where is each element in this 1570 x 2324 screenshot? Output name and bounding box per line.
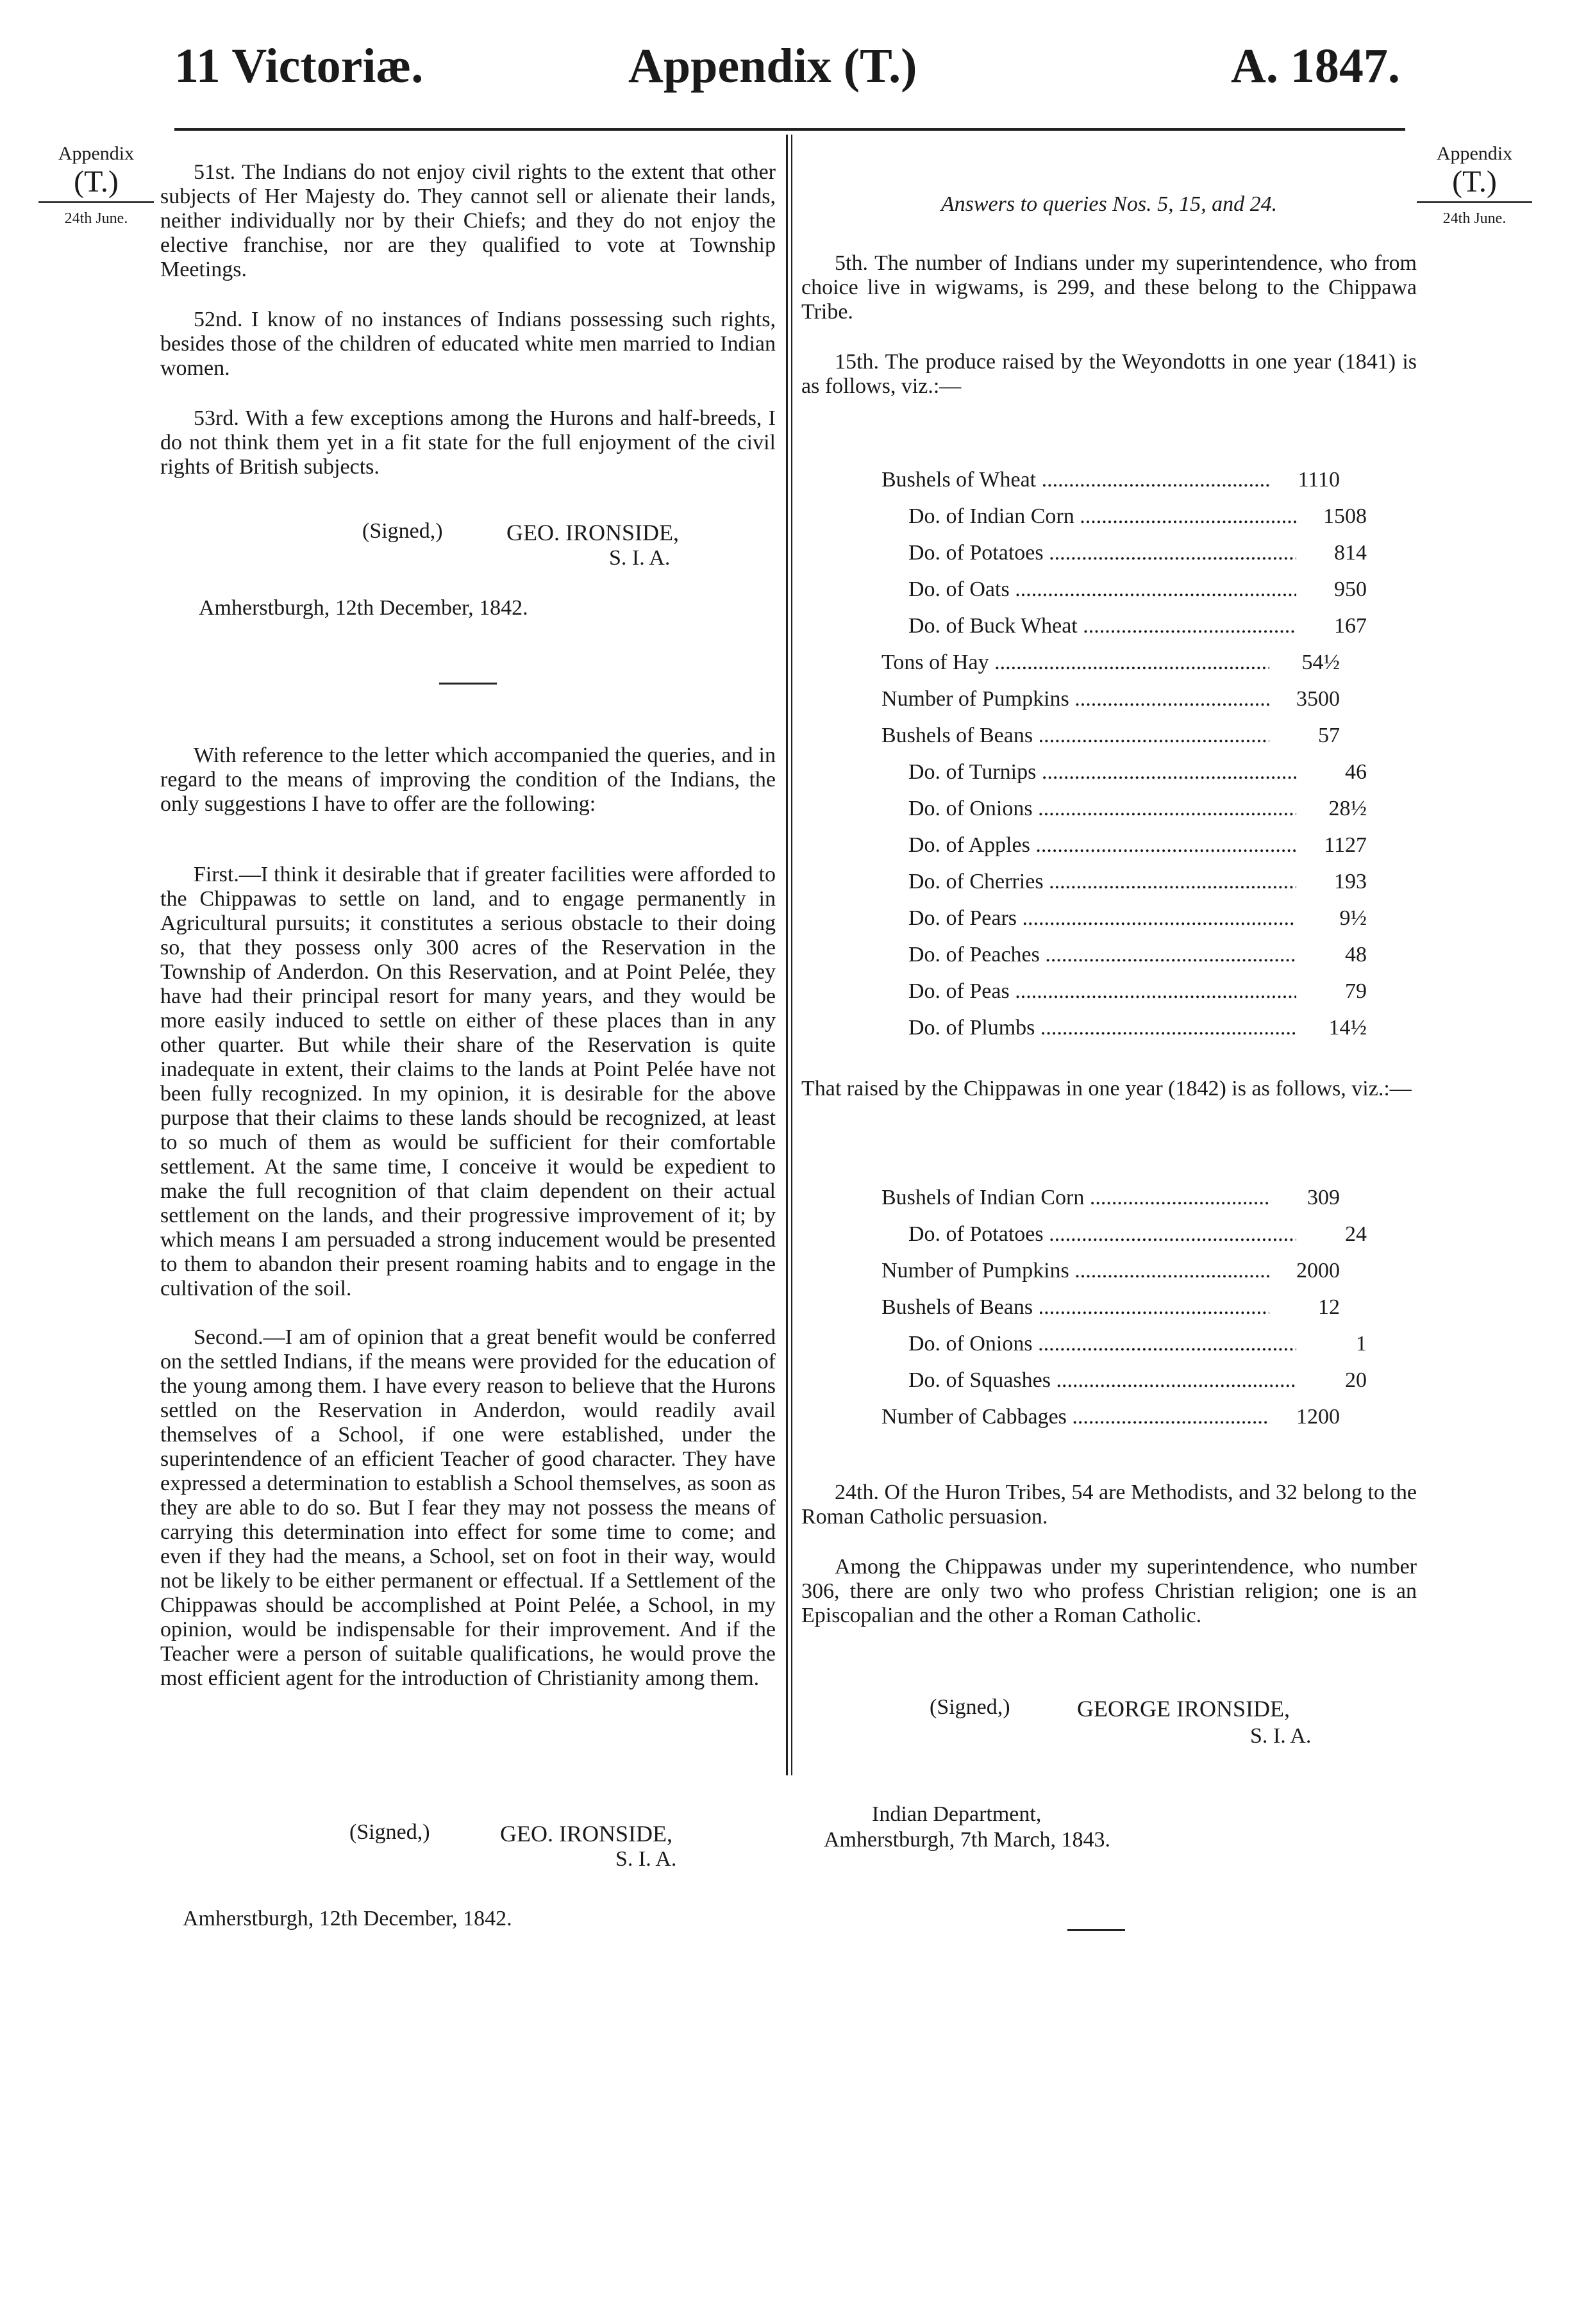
table-row xyxy=(881,754,1367,790)
first-suggestion: First.—I think it desirable that if greater facilities were afforded to the Chippawas to settle on land, and to engage permanently in Agricultural pursuits; it constitutes a serious obstacle to their doing so, that they possess only 300 acres of the Reservation in the Township of Anderdon. On this Reservation, and at Point Pelée, they have had their principal resort for many years, and they would be more easily induced to settle on either of these places than in any other quarter. But while their share of the Reservation is quite inadequate in extent, their claims to the lands at Point Pelée have not been fully recognized. In my opinion, it is desirable for the above purpose that their claims to these lands should be recognized, at least to so much of them as would be sufficient for their comfortable settlement. At the same time, I conceive it would be expedient to make the full recognition of that claim dependent on their actual settlement on the lands, and their progressive improvement of it; by which means I am persuaded a strong inducement would be presented to them to abandon their present roaming habits and to engage in the cultivation of the soil. xyxy=(160,863,776,1300)
table-row xyxy=(881,461,1367,498)
header-volume: 11 Victoriæ. xyxy=(174,39,424,93)
margin-date: 24th June. xyxy=(1442,210,1507,227)
answer-24: 24th. Of the Huron Tribes, 54 are Methodists, and 32 belong to the Roman Catholic persuasion. xyxy=(801,1481,1417,1529)
religion-paragraph: Among the Chippawas under my superintendence, who number 306, there are only two who profess Christian religion; one is an Episcopalian and the other a Roman Catholic. xyxy=(801,1555,1417,1627)
row-label: Do. of Onions ..... xyxy=(881,1325,1296,1362)
paragraph-52: 52nd. I know of no instances of Indians possessing such rights, besides those of the children of educated white men married to Indian women. xyxy=(160,308,776,380)
table-row xyxy=(881,790,1367,827)
table-row xyxy=(881,1252,1367,1289)
margin-letter: (T.) xyxy=(74,165,119,199)
closing-rule xyxy=(1067,1929,1125,1931)
table-row xyxy=(881,717,1367,754)
row-value: 1508 xyxy=(1323,504,1367,528)
header-year: A. 1847. xyxy=(1231,39,1400,93)
table-row xyxy=(881,973,1367,1009)
paragraph-51: 51st. The Indians do not enjoy civil rights to the extent that other subjects of Her Majesty do. They cannot sell or alienate their lands, neither individually nor by their Chiefs; and they do not enjoy the elective franchise, nor are they qualified to vote at Township Meetings. xyxy=(160,160,776,281)
column-divider xyxy=(786,135,788,1775)
row-label: Bushels of Wheat ..... xyxy=(881,461,1269,498)
row-value: 12 xyxy=(1318,1295,1340,1319)
row-label: Tons of Hay ..... xyxy=(881,644,1269,681)
table-row xyxy=(881,1289,1367,1325)
row-value: 20 xyxy=(1345,1368,1367,1392)
table-row xyxy=(881,827,1367,863)
place-date: Amherstburgh, 12th December, 1842. xyxy=(199,596,528,620)
signature-title: S. I. A. xyxy=(1250,1724,1312,1748)
signed-label: (Signed,) xyxy=(930,1695,1010,1719)
second-suggestion: Second.—I am of opinion that a great benefit would be conferred on the settled Indians, if the means were provided for the education of the young among them. I have every reason to believe that the Hurons settled on the Reservation in Anderdon, would readily avail themselves of a School, if one were established, under the superintendence of an efficient Teacher of good character. They have expressed a determination to establish a School themselves, as soon as they are able to do so. But I fear they may not possess the means of carrying this determination into effect for some time to come; and even if they had the means, a School, set on foot in their way, would not be likely to be either permanent or effectual. If a Settlement of the Chippawas should be accomplished at Point Pelée, a School, in my opinion, would be indispensable for their improvement. And if the Teacher were a person of suitable qualifications, he would prove the most efficient agent for the introduction of Christianity among them. xyxy=(160,1325,776,1690)
signed-label: (Signed,) xyxy=(362,519,443,543)
row-label: Number of Pumpkins ..... xyxy=(881,1252,1269,1289)
chippawa-produce-table xyxy=(881,1179,1367,1435)
table-row xyxy=(881,1009,1367,1046)
row-label: Number of Pumpkins ..... xyxy=(881,681,1269,717)
chippawa-intro-block xyxy=(801,1077,1417,1101)
row-value: 3500 xyxy=(1296,687,1340,711)
table-row xyxy=(881,936,1367,973)
row-label: Do. of Onions ..... xyxy=(881,790,1296,827)
row-value: 14½ xyxy=(1328,1016,1367,1040)
margin-date: 24th June. xyxy=(64,210,128,227)
row-label: Bushels of Indian Corn ..... xyxy=(881,1179,1269,1216)
margin-divider xyxy=(1417,201,1532,203)
row-label: Do. of Turnips ..... xyxy=(881,754,1296,790)
row-label: Do. of Peas ..... xyxy=(881,973,1296,1009)
table-row xyxy=(881,1216,1367,1252)
answers-heading: Answers to queries Nos. 5, 15, and 24. xyxy=(940,192,1278,216)
row-value: 193 xyxy=(1334,870,1367,893)
row-value: 814 xyxy=(1334,541,1367,565)
table-row xyxy=(881,681,1367,717)
signature-title: S. I. A. xyxy=(615,1847,677,1871)
row-label: Do. of Peaches ..... xyxy=(881,936,1296,973)
row-label: Number of Cabbages ..... xyxy=(881,1399,1269,1435)
row-value: 28½ xyxy=(1328,797,1367,820)
row-label: Do. of Indian Corn ..... xyxy=(881,498,1296,535)
place-date: Amherstburgh, 7th March, 1843. xyxy=(824,1828,1110,1852)
signature-title: S. I. A. xyxy=(609,546,671,570)
table-row xyxy=(881,1362,1367,1399)
left-column xyxy=(160,160,776,479)
department-label: Indian Department, xyxy=(872,1802,1042,1826)
margin-label: Appendix xyxy=(58,143,135,164)
table-row xyxy=(881,608,1367,644)
intro-paragraph: With reference to the letter which accompanied the queries, and in regard to the means of improving the condition of the Indians, the only suggestions I have to offer are the following: xyxy=(160,743,776,816)
table-row xyxy=(881,498,1367,535)
signature-name: GEO. IRONSIDE, xyxy=(506,520,679,545)
table-row xyxy=(881,1179,1367,1216)
section-rule xyxy=(439,683,497,685)
answer-5: 5th. The number of Indians under my superintendence, who from choice live in wigwams, is 299, and these belong to the Chippawa Tribe. xyxy=(801,251,1417,324)
chippawa-intro: That raised by the Chippawas in one year (1842) is as follows, viz.:— xyxy=(801,1077,1412,1100)
row-label: Do. of Apples ..... xyxy=(881,827,1296,863)
header-appendix: Appendix (T.) xyxy=(628,39,917,93)
margin-note-left xyxy=(38,142,154,230)
row-value: 54½ xyxy=(1301,651,1340,674)
signed-label: (Signed,) xyxy=(349,1820,430,1844)
row-value: 24 xyxy=(1345,1222,1367,1246)
row-value: 9½ xyxy=(1339,906,1367,930)
margin-letter: (T.) xyxy=(1452,165,1497,199)
right-column-religion xyxy=(801,1481,1417,1628)
row-value: 1 xyxy=(1356,1332,1367,1356)
row-label: Do. of Potatoes ..... xyxy=(881,1216,1296,1252)
right-column-answers xyxy=(801,251,1417,399)
row-label: Do. of Potatoes ..... xyxy=(881,535,1296,571)
row-value: 48 xyxy=(1345,943,1367,967)
row-label: Bushels of Beans ..... xyxy=(881,1289,1269,1325)
row-label: Do. of Plumbs ..... xyxy=(881,1009,1296,1046)
row-label: Do. of Buck Wheat ..... xyxy=(881,608,1296,644)
answer-15: 15th. The produce raised by the Weyondotts in one year (1841) is as follows, viz.:— xyxy=(801,350,1417,398)
table-row xyxy=(881,535,1367,571)
left-column-suggestions xyxy=(160,743,776,1691)
table-row xyxy=(881,863,1367,900)
row-value: 1127 xyxy=(1324,833,1367,857)
row-value: 2000 xyxy=(1296,1259,1340,1282)
signature-name: GEORGE IRONSIDE, xyxy=(1077,1696,1290,1722)
table-row xyxy=(881,900,1367,936)
row-value: 79 xyxy=(1345,979,1367,1003)
row-value: 57 xyxy=(1318,724,1340,747)
row-label: Do. of Squashes ..... xyxy=(881,1362,1296,1399)
signature-name: GEO. IRONSIDE, xyxy=(500,1821,672,1847)
place-date: Amherstburgh, 12th December, 1842. xyxy=(183,1907,512,1930)
table-row xyxy=(881,644,1367,681)
row-value: 1110 xyxy=(1298,468,1340,492)
row-label: Do. of Cherries ..... xyxy=(881,863,1296,900)
column-divider-inner xyxy=(791,135,792,1775)
row-value: 167 xyxy=(1334,614,1367,638)
table-row xyxy=(881,571,1367,608)
row-value: 46 xyxy=(1345,760,1367,784)
table-row xyxy=(881,1325,1367,1362)
row-label: Bushels of Beans ..... xyxy=(881,717,1269,754)
row-value: 1200 xyxy=(1296,1405,1340,1429)
margin-note-right xyxy=(1417,142,1532,230)
row-value: 309 xyxy=(1307,1186,1340,1209)
row-label: Do. of Oats ..... xyxy=(881,571,1296,608)
margin-label: Appendix xyxy=(1436,143,1513,164)
row-value: 950 xyxy=(1334,577,1367,601)
row-label: Do. of Pears ..... xyxy=(881,900,1296,936)
table-row xyxy=(881,1399,1367,1435)
margin-divider xyxy=(38,201,154,203)
header-rule xyxy=(174,128,1405,131)
weyondott-produce-table xyxy=(881,461,1367,1046)
paragraph-53: 53rd. With a few exceptions among the Hurons and half-breeds, I do not think them yet in a fit state for the full enjoyment of the civil rights of British subjects. xyxy=(160,406,776,479)
